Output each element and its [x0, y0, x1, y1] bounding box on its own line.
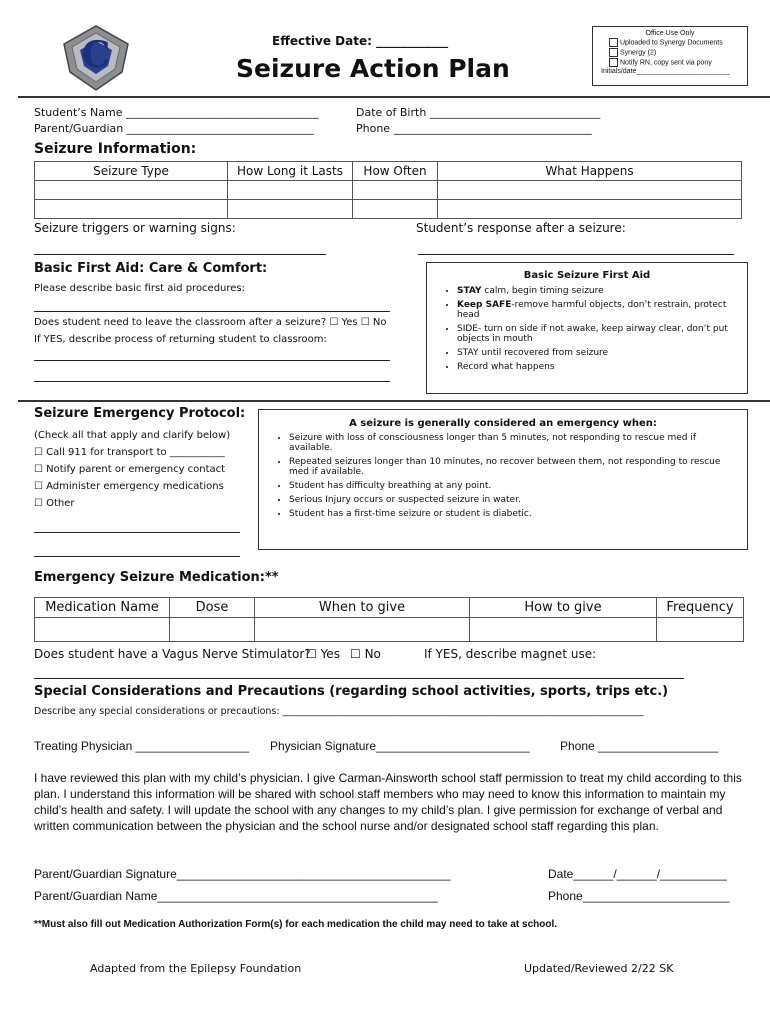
- table-cell[interactable]: [170, 618, 255, 642]
- medication-form-note: **Must also fill out Medication Authorization Form(s) for each medication the child may need to take at school.: [34, 919, 558, 930]
- col-how: How to give: [470, 598, 657, 618]
- physician-signature-field[interactable]: Physician Signature_______________________: [270, 739, 530, 753]
- effective-date: Effective Date: ____________: [272, 34, 449, 48]
- office-item: Notify RN, copy sent via pony: [609, 58, 747, 67]
- emergency-list: [259, 433, 733, 519]
- col-frequency: Frequency: [657, 598, 744, 618]
- table-cell[interactable]: [438, 181, 742, 200]
- magnet-line[interactable]: [34, 678, 684, 679]
- physician-phone-field[interactable]: Phone __________________: [560, 739, 719, 753]
- table-cell[interactable]: [35, 181, 228, 200]
- table-cell[interactable]: [353, 181, 438, 200]
- response-label: Student’s response after a seizure:: [416, 221, 626, 235]
- footer-source: Adapted from the Epilepsy Foundation: [90, 962, 302, 975]
- other-line-1[interactable]: [34, 532, 240, 533]
- treating-physician-field[interactable]: Treating Physician _________________: [34, 739, 250, 753]
- option-other[interactable]: ☐ Other: [34, 498, 75, 509]
- list-item: • Serious Injury occurs or suspected seizure in water.: [289, 495, 733, 505]
- parent-name-field[interactable]: Parent/Guardian Name__________________________________________: [34, 889, 438, 903]
- vns-yes-checkbox[interactable]: ☐ Yes: [306, 647, 340, 661]
- parent-phone-field[interactable]: Phone______________________: [548, 889, 730, 903]
- table-row: [35, 181, 742, 200]
- checkbox[interactable]: [609, 48, 618, 57]
- checkbox[interactable]: [609, 58, 618, 67]
- page-title: Seizure Action Plan: [236, 54, 510, 83]
- vns-question: Does student have a Vagus Nerve Stimulator?: [34, 647, 311, 661]
- emergency-box-title: A seizure is generally considered an emergency when:: [349, 418, 657, 429]
- table-cell[interactable]: [35, 200, 228, 219]
- header-divider: [18, 96, 770, 98]
- list-item: • Repeated seizures longer than 10 minutes, no recover between them, not responding to rescue med if available.: [289, 457, 733, 477]
- col-how-long: How Long it Lasts: [228, 162, 353, 181]
- school-logo: [60, 22, 132, 94]
- student-name-field[interactable]: Student’s Name ___________________________________: [34, 106, 319, 119]
- response-line[interactable]: [418, 254, 734, 255]
- option-notify-parent[interactable]: ☐ Notify parent or emergency contact: [34, 464, 226, 475]
- col-seizure-type: Seizure Type: [35, 162, 228, 181]
- table-row: [35, 618, 744, 642]
- vns-no-checkbox[interactable]: ☐ No: [350, 647, 381, 661]
- table-cell[interactable]: [255, 618, 470, 642]
- office-use-box: [592, 26, 748, 86]
- leave-classroom-question[interactable]: Does student need to leave the classroom after a seizure? ☐ Yes ☐ No: [34, 317, 387, 328]
- logo-letter: C: [81, 34, 111, 76]
- office-item: Synergy (2): [609, 48, 747, 57]
- table-row: [35, 200, 742, 219]
- emergency-criteria-box: [258, 409, 748, 550]
- office-item: Uploaded to Synergy Documents: [609, 38, 747, 47]
- list-item: • Student has difficulty breathing at any point.: [289, 481, 733, 491]
- table-cell[interactable]: [470, 618, 657, 642]
- table-cell[interactable]: [353, 200, 438, 219]
- list-item: • Keep SAFE-remove harmful objects, don’t restrain, protect head: [457, 300, 739, 320]
- magnet-use-label: If YES, describe magnet use:: [424, 647, 597, 661]
- emergency-heading: Seizure Emergency Protocol:: [34, 406, 246, 421]
- other-line-2[interactable]: [34, 556, 240, 557]
- dob-field[interactable]: Date of Birth _______________________________: [356, 106, 601, 119]
- col-how-often: How Often: [353, 162, 438, 181]
- first-aid-box: [426, 262, 748, 394]
- col-medication-name: Medication Name: [35, 598, 170, 618]
- table-cell[interactable]: [657, 618, 744, 642]
- col-dose: Dose: [170, 598, 255, 618]
- table-cell[interactable]: [228, 181, 353, 200]
- triggers-label: Seizure triggers or warning signs:: [34, 221, 236, 235]
- triggers-line[interactable]: [34, 254, 326, 255]
- list-item: • SIDE- turn on side if not awake, keep airway clear, don’t put objects in mouth: [457, 324, 739, 344]
- return-line-1[interactable]: [34, 360, 390, 361]
- seizure-info-table: [34, 161, 742, 219]
- col-what-happens: What Happens: [438, 162, 742, 181]
- table-cell[interactable]: [228, 200, 353, 219]
- return-line-2[interactable]: [34, 381, 390, 382]
- col-when: When to give: [255, 598, 470, 618]
- medication-table: [34, 597, 744, 642]
- table-cell[interactable]: [35, 618, 170, 642]
- list-item: • STAY until recovered from seizure: [457, 348, 739, 358]
- first-aid-describe: Please describe basic first aid procedures:: [34, 283, 246, 294]
- parent-signature-field[interactable]: Parent/Guardian Signature_________________________________________: [34, 867, 451, 881]
- office-initials: Initials/date________________________: [601, 68, 730, 75]
- parent-date-field[interactable]: Date______/______/__________: [548, 867, 727, 881]
- parent-field[interactable]: Parent/Guardian __________________________________: [34, 122, 314, 135]
- seizure-info-heading: Seizure Information:: [34, 141, 197, 157]
- option-administer-meds[interactable]: ☐ Administer emergency medications: [34, 481, 224, 492]
- list-item: • Seizure with loss of consciousness longer than 5 minutes, not responding to rescue med if available.: [289, 433, 733, 453]
- section-divider: [18, 400, 770, 402]
- first-aid-list: [427, 286, 739, 372]
- special-heading: Special Considerations and Precautions (regarding school activities, sports, trips etc.): [34, 684, 669, 699]
- medication-heading: Emergency Seizure Medication:**: [34, 570, 279, 585]
- return-process-label: If YES, describe process of returning student to classroom:: [34, 334, 327, 345]
- option-call-911[interactable]: ☐ Call 911 for transport to ___________: [34, 447, 225, 458]
- emergency-check-note: (Check all that apply and clarify below): [34, 430, 231, 441]
- first-aid-box-title: Basic Seizure First Aid: [523, 270, 651, 281]
- office-use-heading: Office Use Only: [645, 30, 695, 37]
- special-describe[interactable]: Describe any special considerations or precautions: ____________________________________________________________________________: [34, 706, 644, 717]
- checkbox[interactable]: [609, 38, 618, 47]
- first-aid-line[interactable]: [34, 311, 390, 312]
- list-item: • Record what happens: [457, 362, 739, 372]
- phone-field[interactable]: Phone ____________________________________: [356, 122, 592, 135]
- consent-paragraph: I have reviewed this plan with my child’s physician. I give Carman-Ainsworth school staff permission to treat my child according to this plan. I understand this information will be shared with school staff members who may need to know this information to maintain my child’s health and safety. I will update the school with any changes to my child’s plan. I give permission for exchange of verbal and written communication between the physician and the school nurse and/or designated school staff regarding this plan.: [34, 771, 742, 833]
- list-item: • STAY calm, begin timing seizure: [457, 286, 739, 296]
- list-item: • Student has a first-time seizure or student is diabetic.: [289, 509, 733, 519]
- table-cell[interactable]: [438, 200, 742, 219]
- footer-updated: Updated/Reviewed 2/22 SK: [524, 962, 674, 975]
- first-aid-heading: Basic First Aid: Care & Comfort:: [34, 261, 268, 276]
